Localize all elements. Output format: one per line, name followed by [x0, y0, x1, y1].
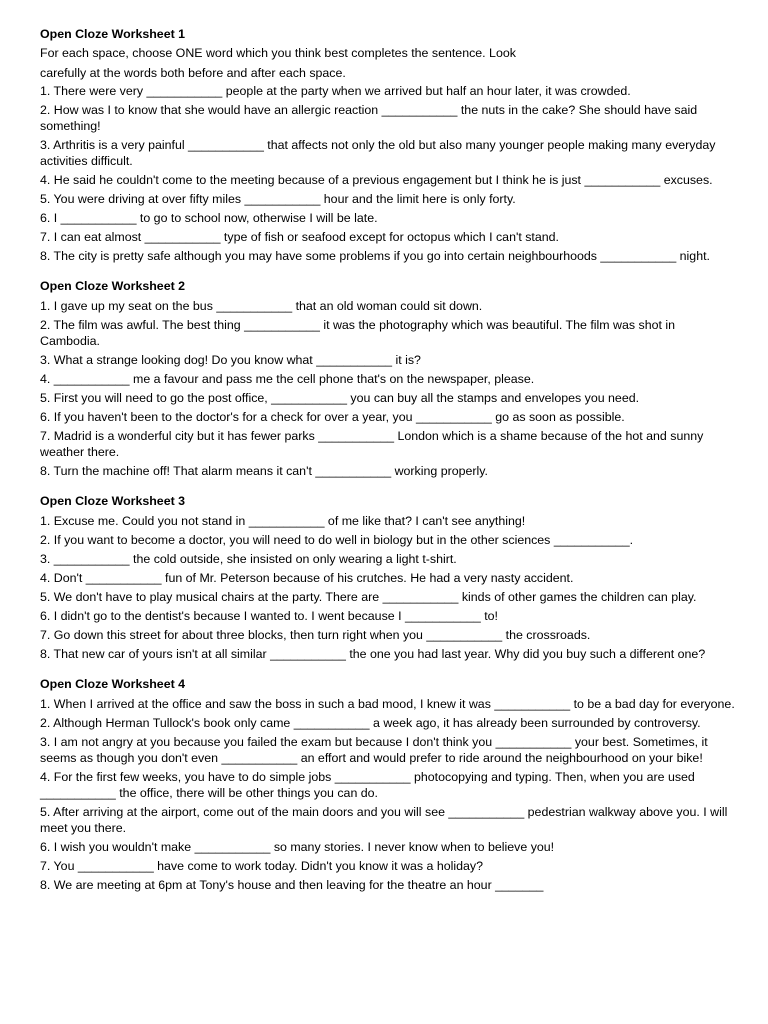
question-item: 4. He said he couldn't come to the meeting because of a previous engagement but I think he is just ___________ excuses. [40, 173, 713, 187]
question-item: 1. There were very ___________ people at the party when we arrived but half an hour later, it was crowded. [40, 84, 631, 98]
worksheet-3 [40, 493, 738, 662]
question-item: 5. You were driving at over fifty miles ___________ hour and the limit here is only forty. [40, 192, 516, 206]
question-item: 7. I can eat almost ___________ type of fish or seafood except for octopus which I can't stand. [40, 230, 559, 244]
worksheet-1 [40, 26, 738, 264]
question-item: 8. We are meeting at 6pm at Tony's house and then leaving for the theatre an hour _______ [40, 878, 544, 892]
question-item: 4. ___________ me a favour and pass me the cell phone that's on the newspaper, please. [40, 372, 535, 386]
question-item: 7. You ___________ have come to work today. Didn't you know it was a holiday? [40, 859, 483, 873]
question-item: 3. I am not angry at you because you failed the exam but because I don't think you ___________ your best. Sometimes, it seems as though you don't even ___________ an effort and would prefer to ride around the neighbourhood on your bike! [40, 735, 708, 765]
section-title: Open Cloze Worksheet 1 [40, 27, 186, 41]
question-item: 3. What a strange looking dog! Do you know what ___________ it is? [40, 353, 421, 367]
question-item: 1. When I arrived at the office and saw the boss in such a bad mood, I knew it was ___________ to be a bad day for everyone. [40, 697, 735, 711]
worksheet-2 [40, 278, 738, 479]
question-item: 6. If you haven't been to the doctor's for a check for over a year, you ___________ go as soon as possible. [40, 410, 625, 424]
question-item: 5. We don't have to play musical chairs at the party. There are ___________ kinds of other games the children can play. [40, 590, 697, 604]
question-item: 1. Excuse me. Could you not stand in ___________ of me like that? I can't see anything! [40, 514, 526, 528]
question-item: 2. The film was awful. The best thing ___________ it was the photography which was beautiful. The film was shot in Cambodia. [40, 318, 676, 348]
question-item: 8. The city is pretty safe although you may have some problems if you go into certain neighbourhoods ___________ night. [40, 249, 710, 263]
question-item: 2. Although Herman Tullock's book only came ___________ a week ago, it has already been surrounded by controversy. [40, 716, 701, 730]
question-item: 7. Go down this street for about three blocks, then turn right when you ___________ the crossroads. [40, 628, 591, 642]
question-item: 3. Arthritis is a very painful ___________ that affects not only the old but also many younger people making many everyday activities difficult. [40, 138, 716, 168]
question-item: 2. How was I to know that she would have an allergic reaction ___________ the nuts in the cake? She should have said something! [40, 103, 698, 133]
question-item: 3. ___________ the cold outside, she insisted on only wearing a light t-shirt. [40, 552, 457, 566]
question-item: 6. I didn't go to the dentist's because I wanted to. I went because I ___________ to! [40, 609, 498, 623]
question-item: 2. If you want to become a doctor, you will need to do well in biology but in the other sciences ___________. [40, 533, 634, 547]
section-title: Open Cloze Worksheet 4 [40, 677, 186, 691]
instructions-line: For each space, choose ONE word which you think best completes the sentence. Look [40, 46, 516, 60]
question-item: 5. First you will need to go the post office, ___________ you can buy all the stamps and envelopes you need. [40, 391, 640, 405]
question-item: 4. Don't ___________ fun of Mr. Peterson because of his crutches. He had a very nasty accident. [40, 571, 574, 585]
question-item: 4. For the first few weeks, you have to do simple jobs ___________ photocopying and typing. Then, when you are used ___________ the office, there will be other things you can do. [40, 770, 695, 800]
question-item: 7. Madrid is a wonderful city but it has fewer parks ___________ London which is a shame because of the hot and sunny weather there. [40, 429, 704, 459]
section-title: Open Cloze Worksheet 2 [40, 279, 186, 293]
question-item: 6. I ___________ to go to school now, otherwise I will be late. [40, 211, 378, 225]
worksheet-4 [40, 676, 738, 893]
instructions [40, 45, 738, 81]
question-item: 6. I wish you wouldn't make ___________ so many stories. I never know when to believe you! [40, 840, 555, 854]
question-item: 1. I gave up my seat on the bus ___________ that an old woman could sit down. [40, 299, 483, 313]
question-item: 8. That new car of yours isn't at all similar ___________ the one you had last year. Why did you buy such a different one? [40, 647, 706, 661]
question-item: 5. After arriving at the airport, come out of the main doors and you will see ___________ pedestrian walkway above you. I will meet you there. [40, 805, 728, 835]
instructions-line: carefully at the words both before and after each space. [40, 66, 346, 80]
question-item: 8. Turn the machine off! That alarm means it can't ___________ working properly. [40, 464, 488, 478]
section-title: Open Cloze Worksheet 3 [40, 494, 186, 508]
